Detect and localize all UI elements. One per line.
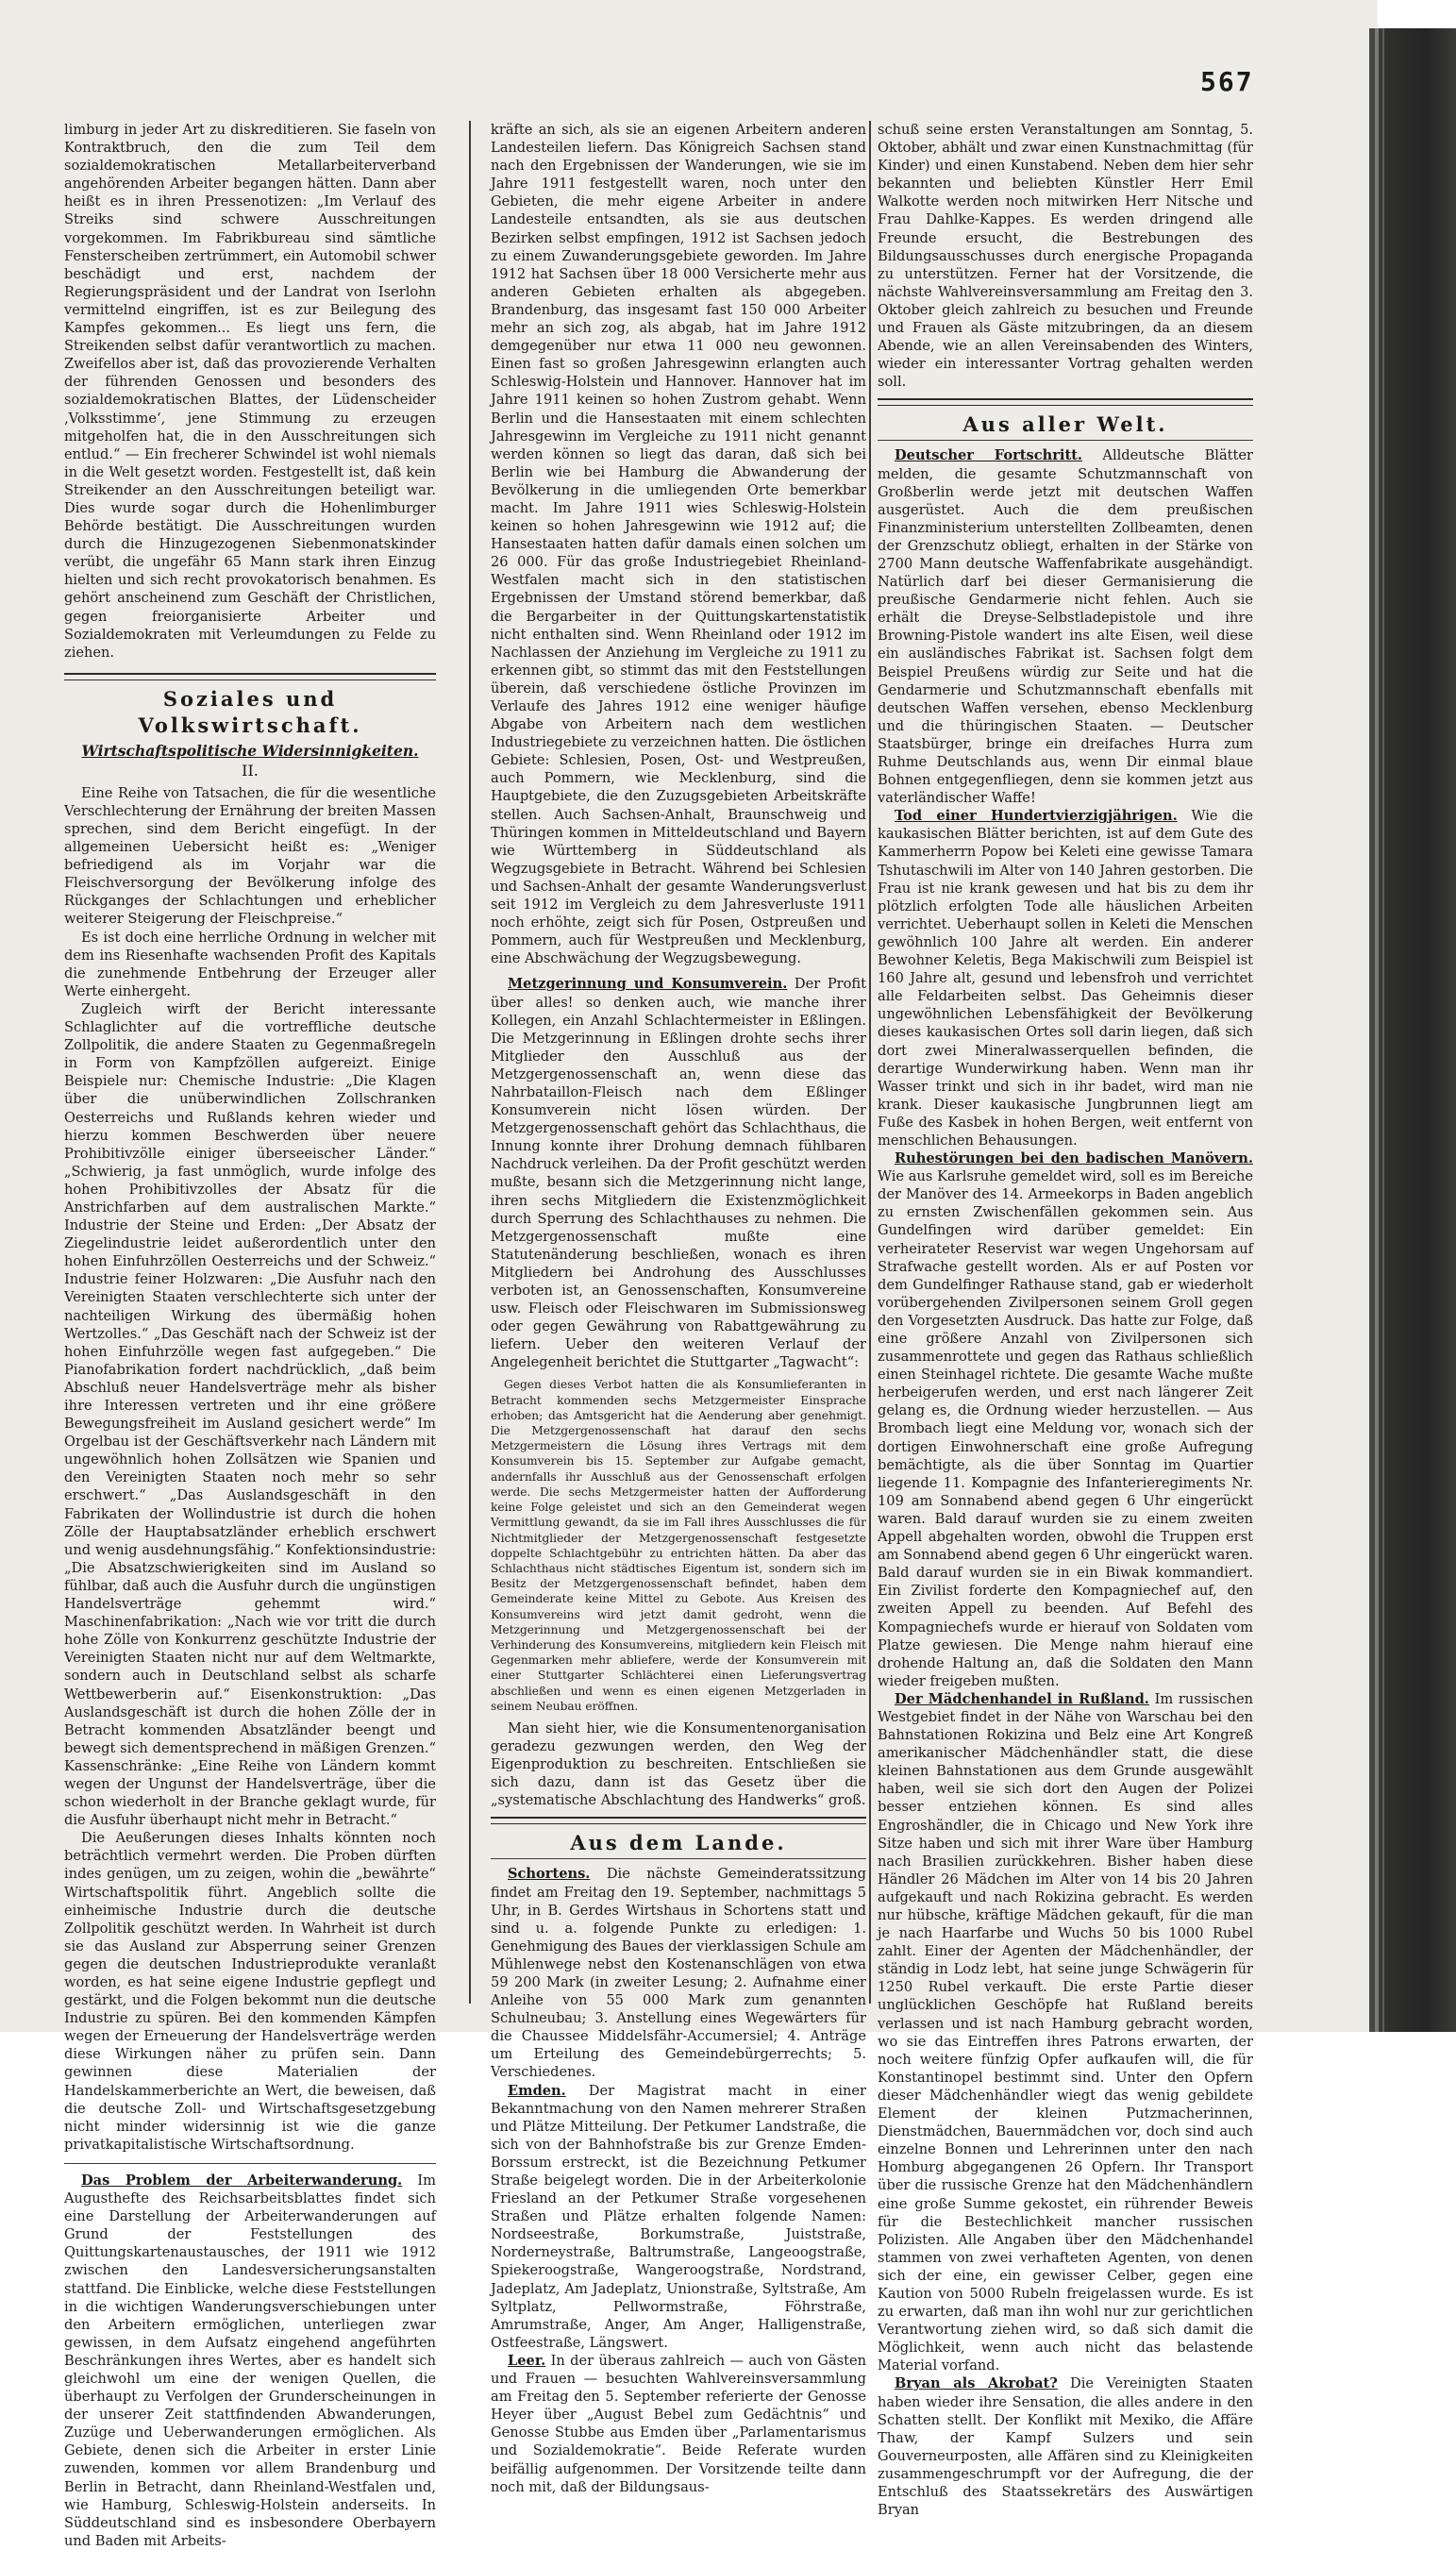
- manoever-headline: Ruhestörungen bei den badischen Manövern.: [895, 1150, 1253, 1167]
- leer-text: In der überaus zahlreich — auch von Gästen und Frauen — besuchten Wahlvereinsversammlung am Freitag den 5. September referierte der Genosse Heyer über „August Bebel zum Gedächtnis“ und Genosse Stubbe aus Emden über „Parlamentarismus und Sozialdemokratie“. Beide Referate wurden beifällig aufgenommen. Der Vorsitzende teilte dann noch mit, daß der Bildungsaus-: [491, 2352, 866, 2495]
- manoever-article: [878, 1149, 1253, 1690]
- metzger-closing: Man sieht hier, wie die Konsumentenorganisation geradezu gezwungen werden, den Weg der Eigenproduktion zu beschreiten. Entschließen sie sich dazu, dann ist das Gesetz über die „systematische Abschlachtung des Handwerks“ groß.: [491, 1720, 866, 1809]
- column-1: [64, 121, 436, 2550]
- section-divider: [878, 398, 1253, 406]
- article-divider: [64, 2163, 436, 2164]
- section-divider: [878, 440, 1253, 441]
- maedchen-text: Im russischen Westgebiet findet in der Nähe von Warschau bei den Bahnstationen Rokizina und Belz eine Art Kongreß amerikanischer Mädchenhändler statt, die diese kleinen Bahnstationen aus dem Grunde ausgewählt haben, weil sie sich dort den Augen der Polizei besser entziehen können. Es sind alles Engroshändler, die in Chicago und New York ihre Sitze haben und sich mit ihrer Ware über Hamburg nach Brasilien zurückkehren. Bisher haben diese Händler 26 Mädchen im Alter von 14 bis 20 Jahren aufgekauft und nach Rokizina gebracht. Es werden nur hübsche, kräftige Mädchen gekauft, für die man je nach Haarfarbe und Wuchs 50 bis 1000 Rubel zahlt. Einer der Agenten der Mädchenhändler, der ständig in Lodz lebt, hat seine junge Schwägerin für 1250 Rubel verkauft. Die erste Partie dieser unglücklichen Geschöpfe hat Rußland bereits verlassen und ist nach Hamburg gebracht worden, wo sie das Eintreffen ihres Patrons erwarten, der noch weitere fünfzig Opfer aufkaufen will, die für Konstantinopel bestimmt sind. Unter den Opfern dieser Mädchenhändler wiegt das wenig gebildete Element der kleinen Putzmacherinnen, Dienstmädchen, Bauernmädchen vor, doch sind auch einzelne Bonnen und Lehrerinnen unter den nach Homburg abgegangenen 26 Opfern. Ihr Transport über die russische Grenze hat den Mädchenhändlern eine große Summe gekostet, ein rührender Beweis für die Bestechlichkeit mancher russischen Polizisten. Alle Angaben über den Mädchenhandel stammen von zwei verhafteten Agenten, von denen sich der eine, ein gewisser Celber, gegen eine Kaution von 5000 Rubeln freigelassen wurde. Es ist zu erwarten, daß man ihn wohl nur zur gerichtlichen Verantwortung ziehen wird, so daß sich damit die Möglichkeit, wenn auch nicht das belastende Material vorfand.: [878, 1690, 1253, 2374]
- section-divider: [64, 673, 436, 680]
- metzger-quote: Gegen dieses Verbot hatten die als Konsumlieferanten in Betracht kommenden sechs Metzgermeister Einsprache erhoben; das Amtsgericht hat die Aenderung aber genehmigt. Die Metzgergenossenschaft hat darauf den sechs Metzgermeistern die Lösung ihres Vertrags mit dem Konsumverein bis 15. September zur Aufgabe gemacht, andernfalls ihr Ausschluß aus der Genossenschaft erfolgen werde. Die sechs Metzgermeister hatten der Aufforderung keine Folge geleistet und sich an den Gemeinderat wegen Vermittlung gewandt, da sie im Fall ihres Ausschlusses die für Nichtmitglieder der Metzgergenossenschaft festgesetzte doppelte Schlachtgebühr zu entrichten hätten. Da aber das Schlachthaus nicht städtisches Eigentum ist, sondern sich im Besitz der Metzgergenossenschaft befindet, haben dem Gemeinderate keine Mittel zu Gebote. Aus Kreisen des Konsumvereins wird jetzt damit gedroht, wenn die Metzgerinnung und Metzgergenossenschaft bei der Verhinderung des Konsumvereins, mitgliedern kein Fleisch mit Gegenmarken mehr abliefere, werde der Konsumverein mit einer Stuttgarter Schlächterei einen Lieferungsvertrag abschließen und wenn es einen eigenen Metzgerladen in seinem Neubau eröffnen.: [491, 1378, 866, 1713]
- column-3: [878, 121, 1253, 2519]
- leer-continued: schuß seine ersten Veranstaltungen am Sonntag, 5. Oktober, abhält und zwar einen Kunstnachmittag (für Kinder) und einen Kunstabend. Neben dem hier sehr bekannten und beliebten Künstler Herr Emil Walkotte werden noch mitwirken Herr Nitsche und Frau Dahlke-Kappes. Es werden dringend alle Freunde ersucht, die Bestrebungen des Bildungsausschusses durch energische Propaganda zu unterstützen. Ferner hat der Vorsitzende, die nächste Wahlvereinsversammlung am Freitag den 3. Oktober gleich zahlreich zu besuchen und Freunde und Frauen als Gäste mitzubringen, da an diesem Abende, wie an allen Vereinsabenden des Winters, wieder ein interessanter Vortrag gehalten werden soll.: [878, 122, 1253, 391]
- section-title-welt: Aus aller Welt.: [962, 412, 1168, 437]
- column-2: [491, 121, 866, 2496]
- leer-article: [491, 2352, 866, 2496]
- tod-article: [878, 807, 1253, 1149]
- wanderung-continued: kräfte an sich, als sie an eigenen Arbeitern anderen Landesteilen liefern. Das Königreich Sachsen stand nach den Ergebnissen der Wanderungen, wie sie im Jahre 1911 festgestellt waren, noch unter den Gebieten, die mehr eigene Arbeiter in andere Landesteile entsandten, als sie aus deutschen Bezirken selbst empfingen, 1912 ist Sachsen jedoch zu einem Zuwanderungsgebiete geworden. Im Jahre 1912 hat Sachsen über 18 000 Versicherte mehr aus anderen Gebieten erhalten als abgegeben. Brandenburg, das insgesamt fast 150 000 Arbeiter mehr an sich zog, als abgab, hat im Jahre 1912 demgegenüber nur etwa 11 000 neu gewonnen. Einen fast so großen Jahresgewinn erlangten auch Schleswig-Holstein und Hannover. Hannover hat im Jahre 1911 keinen so hohen Zustrom gehabt. Wenn Berlin und die Hansestaaten mit einem schlechten Jahresgewinn im Vergleiche zu 1911 nicht genannt werden können so liegt das daran, daß sich bei Berlin wie bei Hamburg die Abwanderung der Bevölkerung in die umliegenden Orte bemerkbar macht. Im Jahre 1911 wies Schleswig-Holstein keinen so hohen Jahresgewinn wie 1912 auf; die Hansestaaten hatten dafür damals einen solchen um 26 000. Für das große Industriegebiet Rheinland-Westfalen macht sich in den statistischen Ergebnissen der Umstand störend bemerkbar, daß die Bergarbeiter in der Quittungskartenstatistik nicht enthalten sind. Wenn Rheinland oder 1912 im Nachlassen der Anziehung im Vergleiche zu 1911 zu erkennen gibt, so stimmt das mit den Feststellungen überein, daß verschiedene östliche Provinzen im Verlaufe des Jahres 1912 eine weniger häufige Abgabe von Arbeitern nach dem westlichen Industriegebiete zu verzeichnen hatten. Die östlichen Gebiete: Schlesien, Posen, Ost- und Westpreußen, auch Pommern, wie Mecklenburg, sind die Hauptgebiete, die den Zuzugsgebieten Arbeitskräfte stellen. Auch Sachsen-Anhalt, Braunschweig und Thüringen kommen in Mitteldeutschland und Bayern wie Württemberg in Süddeutschland als Wegzugsgebiete in Betracht. Während bei Schlesien und Sachsen-Anhalt der gesamte Wanderungsverlust seit 1912 im Vergleich zu dem Jahresverluste 1911 noch erhöhte, zeigt sich für Posen, Ostpreußen und Pommern, auch für Westpreußen und Mecklenburg, eine Abschwächung der Wegzugsbewegung.: [491, 122, 866, 967]
- binding-shadow: [1382, 28, 1384, 2032]
- article-paragraph-1: Eine Reihe von Tatsachen, die für die wesentliche Verschlechterung der Ernährung der breiten Massen sprechen, sind dem Bericht eingefügt. In der allgemeinen Uebersicht heißt es: „Weniger befriedigend als im Vorjahr war die Fleischversorgung der Bevölkerung infolge des Rückganges der Schlachtungen und erheblicher weiterer Steigerung der Fleischpreise.“: [64, 784, 436, 928]
- fortschritt-headline: Deutscher Fortschritt.: [895, 447, 1083, 464]
- article-title: Wirtschaftspolitische Widersinnigkeiten.: [81, 741, 419, 760]
- column-rule-right: [869, 121, 871, 2004]
- manoever-text: Wie aus Karlsruhe gemeldet wird, soll es im Bereiche der Manöver des 14. Armeekorps in Baden angeblich zu ernsten Zwischenfällen gekommen sein. Aus Gundelfingen wird darüber gemeldet: Ein verheirateter Reservist war wegen Ungehorsam auf Strafwache gestellt worden. Als er auf Posten vor dem Gundelfinger Rathause stand, gab er wiederholt vorübergehenden Zivilpersonen seinem Groll gegen den Vorgesetzten Ausdruck. Das hatte zur Folge, daß eine größere Anzahl von Zivilpersonen sich zusammenrottete und gegen das Rathaus schließlich einen Steinhagel richtete. Die gesamte Wache mußte herbeigerufen werden, und erst nach längerer Zeit gelang es, die Ordnung wieder herzustellen. — Aus Brombach liegt eine Meldung vor, wonach sich der dortigen Einwohnerschaft eine große Aufregung bemächtigte, als die über Sonntag im Quartier liegende 11. Kompagnie des Infanterieregiments Nr. 109 am Sonnabend abend gegen 6 Uhr eingerückt waren. Bald darauf wurden sie zu einem zweiten Appell abgehalten worden, obwohl die Truppen erst am Sonnabend abend gegen 6 Uhr eingerückt waren. Bald darauf wurden sie in ein Biwak kommandiert. Ein Zivilist forderte den Kompagniechef auf, den zweiten Appell zu beenden. Auf Befehl des Kompagniechefs wurde er hierauf von Soldaten vom Platze gewiesen. Die Menge nahm hierauf eine drohende Haltung an, daß die Soldaten den Mann wieder freigeben mußten.: [878, 1168, 1253, 1689]
- leer-headline: Leer.: [508, 2352, 546, 2369]
- maedchen-headline: Der Mädchenhandel in Rußland.: [895, 1690, 1149, 1707]
- metzger-text: Der Profit über alles! so denken auch, wie manche ihrer Kollegen, ein Anzahl Schlachtermeister in Eßlingen. Die Metzgerinnung in Eßlingen drohte sechs ihrer Mitglieder den Ausschluß aus der Metzgergenossenschaft an, wenn diese das Nahrbataillon-Fleisch nach dem Eßlinger Konsumverein nicht lösen würden. Der Metzgergenossenschaft gehört das Schlachthaus, die Innung konnte ihrer Drohung demnach fühlbaren Nachdruck verleihen. Da der Profit geschützt werden mußte, besann sich die Metzgerinnung nicht lange, ihren sechs Mitgliedern die Existenzmöglichkeit durch Sperrung des Schlachthauses zu nehmen. Die Metzgergenossenschaft mußte eine Statutenänderung beschließen, wonach es ihren Mitgliedern bei Androhung des Ausschlusses verboten ist, an Genossenschaften, Konsumvereine usw. Fleisch oder Fleischwaren im Submissionsweg oder gegen Gewährung von Rabattgewährung zu liefern. Ueber den weiteren Verlauf der Angelegenheit berichtet die Stuttgarter „Tagwacht“:: [491, 976, 866, 1371]
- wanderung-headline: Das Problem der Arbeiterwanderung.: [81, 2172, 403, 2189]
- wanderung-text: Im Augusthefte des Reichsarbeitsblattes findet sich eine Darstellung der Arbeiterwanderungen auf Grund der Feststellungen des Quittungskartenaustausches, der 1911 wie 1912 zwischen den Landesversicherungsanstalten stattfand. Die Einblicke, welche diese Feststellungen in die wichtigen Wanderungsverschiebungen unter den Arbeitern ermöglichen, unterliegen zwar gewissen, in dem Aufsatz eingehend angeführten Beschränkungen ihres Wertes, aber es handelt sich gleichwohl um eine der wenigen Quellen, die überhaupt zu Verfolgen der Grunderscheinungen in der unserer Zeit stattfindenden Abwanderungen, Zuzüge und Ueberwanderungen ermöglichen. Als Gebiete, denen sich die Arbeiter in erster Linie zuwenden, kommen vor allem Brandenburg und Berlin in Betracht, dann Rheinland-Westfalen und, wie Hamburg, Schleswig-Holstein anderseits. In Süddeutschland sind es insbesondere Oberbayern und Baden mit Arbeits-: [64, 2172, 436, 2549]
- schortens-headline: Schortens.: [508, 1866, 591, 1883]
- tod-text: Wie die kaukasischen Blätter berichten, ist auf dem Gute des Kammerherrn Popow bei Keleti eine gewisse Tamara Tshutaschwili im Alter von 140 Jahren gestorben. Die Frau ist nie krank gewesen und hat bis zu dem ihr plötzlich erfolgten Tode alle häuslichen Arbeiten verrichtet. Ueberhaupt sollen in Keleti die Menschen gewöhnlich 100 Jahre alt werden. Ein anderer Bewohner Keletis, Bega Makischwili zum Beispiel ist 160 Jahre alt, gesund und lebensfroh und verrichtet alle Feldarbeiten selbst. Das Geheimnis dieser ungewöhnlichen Lebensfähigkeit der Bevölkerung dieses kaukasischen Ortes soll darin liegen, daß sich dort zwei Mineralwasserquellen befinden, die derartige Wunderwirkung haben. Wenn man ihr Wasser trinkt und sich in ihr badet, wird man nie krank. Dieser kaukasische Jungbrunnen liegt am Fuße des Kasbek in hohen Bergen, weit entfernt von menschlichen Behausungen.: [878, 808, 1253, 1149]
- bryan-text: Die Vereinigten Staaten haben wieder ihre Sensation, die alles andere in den Schatten stellt. Der Konflikt mit Mexiko, die Affäre Thaw, der Kampf Sulzers und sein Gouverneurposten, alle Affären sind zu Kleinigkeiten zusammengeschrumpft vor der Aufregung, die der Entschluß des Staatssekretärs des Auswärtigen Bryan: [878, 2375, 1254, 2519]
- fortschritt-article: [878, 446, 1253, 807]
- column-rule-left: [469, 121, 471, 2004]
- book-binding-edge: [1369, 28, 1456, 2032]
- section-divider: [491, 1817, 866, 1824]
- section-title-soziales: Soziales und Volkswirtschaft.: [138, 686, 362, 737]
- article-paragraph-3: Zugleich wirft der Bericht interessante Schlaglichter auf die vortreffliche deutsche Zollpolitik, die andere Staaten zu Gegenmaßregeln in Form von Kampfzöllen aufgereizt. Einige Beispiele nur: Chemische Industrie: „Die Klagen über die unüberwindlichen Zollschranken Oesterreichs und Rußlands kehren wieder und hierzu kommen Beschwerden über neuere Prohibitivzölle einiger überseeischer Länder.“ „Schwierig, ja fast unmöglich, wurde infolge des hohen Prohibitivzolles der Absatz für die Anstrichfarben auf dem australischen Markte.“ Industrie der Steine und Erden: „Der Absatz der Ziegelindustrie leidet außerordentlich unter den hohen Einfuhrzöllen Oesterreichs und der Schweiz.“ Industrie feiner Holzwaren: „Die Ausfuhr nach den Vereinigten Staaten verschlechterte sich unter der nachteiligen Wirkung des übermäßig hohen Wertzolles.“ „Das Geschäft nach der Schweiz ist der hohen Einfuhrzölle wegen fast aufgegeben.“ Die Pianofabrikation fordert nachdrücklich, „daß beim Abschluß neuer Handelsverträge mehr als bisher ihre Interessen vertreten und ihr eine größere Bewegungsfreiheit im Ausland gesichert werde“ Im Orgelbau ist der Geschäftsverkehr nach Ländern mit ungewöhnlich hohen Zollsätzen wie Spanien und den Vereinigten Staaten noch mehr so sehr erschwert.“ „Das Auslandsgeschäft in den Fabrikaten der Wollindustrie ist durch die hohen Zölle der Hauptabsatzländer erheblich erschwert und wenig ausdehnungsfähig.“ Konfektionsindustrie: „Die Absatzschwierigkeiten sind im Ausland so fühlbar, daß auch die Ausfuhr durch die ungünstigen Handelsverträge gehemmt wird.“ Maschinenfabrikation: „Nach wie vor tritt die durch hohe Zölle von Konkurrenz geschützte Industrie der Vereinigten Staaten nicht nur auf dem Weltmarkte, sondern auch in Deutschland selbst als scharfe Wettbewerberin auf.“ Eisenkonstruktion: „Das Auslandsgeschäft ist durch die hohen Zölle der in Betracht kommenden Absatzländer beengt und bewegt sich dementsprechend in mäßigen Grenzen.“ Kassenschränke: „Eine Reihe von Ländern kommt wegen der Ungunst der Handelsverträge, über die schon wiederholt in der Branche geklagt wurde, für die Ausfuhr überhaupt nicht mehr in Betracht.“: [64, 1000, 436, 1829]
- fortschritt-text: Alldeutsche Blätter melden, die gesamte Schutzmannschaft von Großberlin werde jetzt mit deutschen Waffen ausgerüstet. Auch die dem preußischen Finanzministerium unterstellten Zollbeamten, denen der Grenzschutz obliegt, erhalten in der Stärke von 2700 Mann deutsche Waffenfabrikate ausgehändigt. Natürlich darf bei dieser Germanisierung die preußische Gendarmerie nicht fehlen. Auch sie erhält die Dreyse-Selbstladepistole und ihre Browning-Pistole wandert ins alte Eisen, weil diese ein ausländisches Fabrikat ist. Sachsen folgt dem Beispiel Preußens würdig zur Seite und hat die Gendarmerie und Schutzmannschaft ebenfalls mit deutschen Waffen versehen, ebenso Mecklenburg und die thüringischen Staaten. — Deutscher Staatsbürger, bringe ein dreifaches Hurra zum Ruhme Deutschlands aus, wenn Dir einmal blaue Bohnen entgegenfliegen, denn sie kommen jetzt aus vaterländischer Waffe!: [878, 447, 1254, 807]
- binding-highlight: [1375, 28, 1379, 2032]
- article-paragraph-4: Die Aeußerungen dieses Inhalts könnten noch beträchtlich vermehrt werden. Die Proben dürften indes genügen, um zu zeigen, wohin die „bewährte“ Wirtschaftspolitik führt. Angeblich sollte die einheimische Industrie durch die deutsche Zollpolitik geschützt werden. In Wahrheit ist durch sie das Ausland zur Absperrung seiner Grenzen gegen die deutschen Industrieprodukte veranlaßt worden, es hat seine eigene Industrie gepflegt und gestärkt, und die Folgen bekommt nun die deutsche Industrie zu spüren. Bei den kommenden Kämpfen wegen der Erneuerung der Handelsverträge werden diese Wirkungen näher zu prüfen sein. Dann gewinnen diese Materialien der Handelskammerberichte an Wert, die beweisen, daß die deutsche Zoll- und Wirtschaftsgesetzgebung nicht minder widersinnig ist wie die ganze privatkapitalistische Wirtschaftsordnung.: [64, 1830, 436, 2153]
- article-number: II.: [242, 761, 259, 780]
- section-divider: [491, 1858, 866, 1859]
- emden-headline: Emden.: [508, 2082, 566, 2099]
- page-number: 567: [1200, 66, 1254, 97]
- section-title-lande: Aus dem Lande.: [570, 1831, 787, 1855]
- tod-headline: Tod einer Hundertvierzigjährigen.: [895, 808, 1178, 825]
- emden-article: [491, 2082, 866, 2352]
- intro-paragraph: limburg in jeder Art zu diskreditieren. Sie faseln von Kontraktbruch, den die zum Teil dem sozialdemokratischen Metallarbeiterverband angehörenden Arbeiter begangen hätten. Dann aber heißt es in ihren Pressenotizen: „Im Verlauf des Streiks sind schwere Ausschreitungen vorgekommen. Im Fabrikbureau sind sämtliche Fensterscheiben zertrümmert, ein Automobil schwer beschädigt und erst, nachdem der Regierungspräsident und der Landrat von Iserlohn vermittelnd eingriffen, ist es zur Beilegung des Kampfes gekommen... Es liegt uns fern, die Streikenden selbst dafür verantwortlich zu machen. Zweifellos aber ist, daß das provozierende Verhalten der führenden Genossen und besonders des sozialdemokratischen Blattes, der Lüdenscheider ‚Volksstimme‘, jene Stimmung zu erzeugen mitgeholfen hat, die in den Ausschreitungen sich entlud.“ — Ein frecherer Schwindel ist wohl niemals in die Welt gesetzt worden. Festgestellt ist, daß kein Streikender an den Ausschreitungen beteiligt war. Dies wurde sogar durch die Hohenlimburger Behörde bestätigt. Die Ausschreitungen wurden durch die Hinzugezogenen Siebenmonatskinder verübt, die ungefähr 65 Mann stark ihren Einzug hielten und sich recht provokatorisch benahmen. Es gehört anscheinend zum Geschäft der Christlichen, gegen freiorganisierte Arbeiter und Sozialdemokraten mit Verleumdungen zu Felde zu ziehen.: [64, 122, 436, 661]
- bryan-article: [878, 2374, 1253, 2519]
- emden-text: Der Magistrat macht in einer Bekanntmachung von den Namen mehrerer Straßen und Plätze Mitteilung. Der Petkumer Landstraße, die sich von der Bahnhofstraße bis zur Grenze Emden-Borssum erstreckt, ist die Bezeichnung Petkumer Straße beigelegt worden. Die in der Arbeiterkolonie Friesland an der Petkumer Straße vorgesehenen Straßen und Plätze erhalten folgende Namen: Nordseestraße, Borkumstraße, Juiststraße, Norderneystraße, Baltrumstraße, Langeoogstraße, Spiekeroogstraße, Wangeroogstraße, Nordstrand, Jadeplatz, Am Jadeplatz, Unionstraße, Syltstraße, Am Syltplatz, Pellwormstraße, Föhrstraße, Amrumstraße, Anger, Am Anger, Halligenstraße, Ostfeestraße, Längswert.: [491, 2082, 867, 2351]
- schortens-text: Die nächste Gemeinderatssitzung findet am Freitag den 19. September, nachmittags 5 Uhr, in B. Gerdes Wirtshaus in Schortens statt und sind u. a. folgende Punkte zu erledigen: 1. Genehmigung des Baues der vierklassigen Schule am Mühlenwege nebst den Kostenanschlägen von etwa 59 200 Mark (in zweiter Lesung; 2. Aufnahme einer Anleihe von 55 000 Mark zum genannten Schulneubau; 3. Anstellung eines Wegewärters für die Chaussee Middelsfähr-Accumersiel; 4. Anträge um Erteilung des Gemeindebürgerrechts; 5. Verschiedenes.: [491, 1866, 867, 2081]
- schortens-article: [491, 1865, 866, 2081]
- wanderung-article: [64, 2172, 436, 2550]
- metzger-article: [491, 975, 866, 1371]
- article-paragraph-2: Es ist doch eine herrliche Ordnung in welcher mit dem ins Riesenhafte wachsenden Profit des Kapitals die zunehmende Entbehrung der Erzeuger aller Werte einhergeht.: [64, 929, 436, 999]
- bryan-headline: Bryan als Akrobat?: [895, 2375, 1058, 2392]
- metzger-headline: Metzgerinnung und Konsumverein.: [508, 976, 788, 993]
- maedchen-article: [878, 1690, 1253, 2375]
